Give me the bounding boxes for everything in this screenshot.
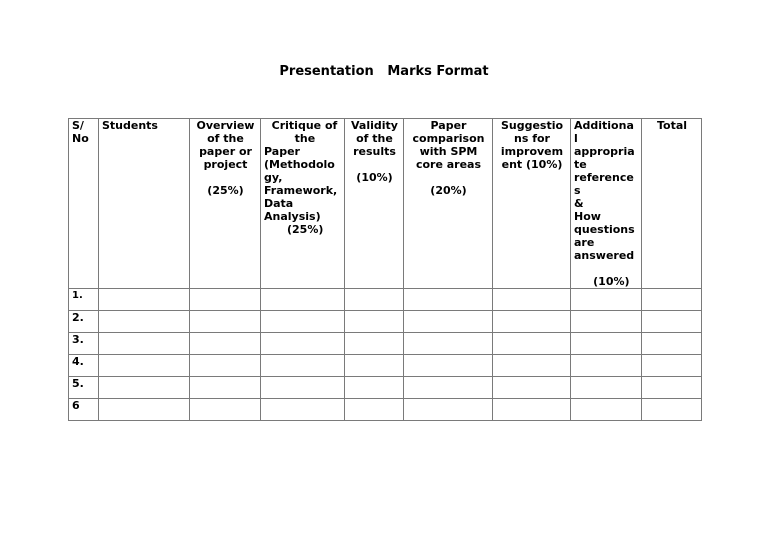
- column-header-line: Paper: [264, 145, 300, 158]
- column-header-total: [642, 119, 702, 289]
- page-title: Presentation Marks Format: [279, 64, 489, 79]
- cell-additional[interactable]: [571, 355, 642, 377]
- column-header-line: answered: [574, 249, 635, 262]
- row-number: 1.: [69, 289, 99, 311]
- cell-suggestions[interactable]: [493, 355, 571, 377]
- cell-validity[interactable]: [345, 289, 404, 311]
- column-header-line: comparison: [412, 132, 485, 145]
- column-header-line: Total: [656, 119, 688, 132]
- table-row: [69, 377, 702, 399]
- row-number: 5.: [69, 377, 99, 399]
- cell-critique[interactable]: [261, 355, 345, 377]
- column-header-line: ns for: [514, 132, 550, 145]
- cell-additional[interactable]: [571, 289, 642, 311]
- cell-students[interactable]: [99, 289, 190, 311]
- cell-total[interactable]: [642, 399, 702, 421]
- cell-overview[interactable]: [190, 355, 261, 377]
- table-body: [69, 289, 702, 421]
- column-header-line: results: [353, 145, 396, 158]
- cell-comparison[interactable]: [404, 355, 493, 377]
- cell-total[interactable]: [642, 355, 702, 377]
- column-header-line: gy,: [264, 171, 283, 184]
- cell-validity[interactable]: [345, 355, 404, 377]
- column-header-line: (Methodolo: [264, 158, 335, 171]
- row-number: 3.: [69, 333, 99, 355]
- cell-critique[interactable]: [261, 289, 345, 311]
- column-header-line: (25%): [264, 223, 324, 236]
- cell-additional[interactable]: [571, 377, 642, 399]
- column-header-comparison: [404, 119, 493, 289]
- cell-overview[interactable]: [190, 333, 261, 355]
- cell-critique[interactable]: [261, 399, 345, 421]
- column-header-additional: [571, 119, 642, 289]
- cell-suggestions[interactable]: [493, 399, 571, 421]
- cell-comparison[interactable]: [404, 289, 493, 311]
- column-header-line: (10%): [574, 275, 630, 288]
- cell-comparison[interactable]: [404, 311, 493, 333]
- column-header-line: S/: [72, 119, 84, 132]
- column-header-line: are: [574, 236, 595, 249]
- cell-overview[interactable]: [190, 399, 261, 421]
- cell-overview[interactable]: [190, 377, 261, 399]
- cell-suggestions[interactable]: [493, 377, 571, 399]
- cell-total[interactable]: [642, 333, 702, 355]
- cell-suggestions[interactable]: [493, 311, 571, 333]
- cell-comparison[interactable]: [404, 333, 493, 355]
- column-header-students: [99, 119, 190, 289]
- column-header-line: How: [574, 210, 601, 223]
- marks-table: [68, 118, 702, 421]
- column-header-line: questions: [574, 223, 635, 236]
- header-row: [69, 119, 702, 289]
- cell-validity[interactable]: [345, 399, 404, 421]
- column-header-critique: [261, 119, 345, 289]
- column-header-line: te: [574, 158, 587, 171]
- table-row: [69, 399, 702, 421]
- column-header-line: Paper: [430, 119, 467, 132]
- row-number: 6: [69, 399, 99, 421]
- column-header-line: [193, 171, 258, 184]
- cell-comparison[interactable]: [404, 377, 493, 399]
- column-header-line: Suggestio: [500, 119, 564, 132]
- column-header-line: paper or: [199, 145, 252, 158]
- column-header-overview: [190, 119, 261, 289]
- column-header-line: Overview: [196, 119, 255, 132]
- cell-validity[interactable]: [345, 377, 404, 399]
- table-row: [69, 333, 702, 355]
- cell-critique[interactable]: [261, 311, 345, 333]
- column-header-line: of the: [207, 132, 244, 145]
- column-header-line: appropria: [574, 145, 635, 158]
- table-row: [69, 289, 702, 311]
- cell-overview[interactable]: [190, 289, 261, 311]
- cell-suggestions[interactable]: [493, 333, 571, 355]
- cell-students[interactable]: [99, 311, 190, 333]
- column-header-line: l: [574, 132, 578, 145]
- column-header-line: [407, 171, 490, 184]
- column-header-line: improvem: [500, 145, 564, 158]
- column-header-line: Data: [264, 197, 294, 210]
- cell-validity[interactable]: [345, 333, 404, 355]
- cell-additional[interactable]: [571, 311, 642, 333]
- column-header-line: No: [72, 132, 89, 145]
- cell-additional[interactable]: [571, 333, 642, 355]
- cell-total[interactable]: [642, 289, 702, 311]
- cell-students[interactable]: [99, 399, 190, 421]
- cell-validity[interactable]: [345, 311, 404, 333]
- cell-critique[interactable]: [261, 377, 345, 399]
- column-header-line: (25%): [207, 184, 244, 197]
- cell-students[interactable]: [99, 355, 190, 377]
- column-header-line: ent (10%): [501, 158, 563, 171]
- column-header-line: &: [574, 197, 584, 210]
- cell-suggestions[interactable]: [493, 289, 571, 311]
- column-header-line: Validity: [351, 119, 398, 132]
- column-header-line: [574, 262, 639, 275]
- cell-students[interactable]: [99, 377, 190, 399]
- cell-students[interactable]: [99, 333, 190, 355]
- row-number: 4.: [69, 355, 99, 377]
- column-header-line: (10%): [356, 171, 393, 184]
- column-header-line: Additiona: [574, 119, 634, 132]
- column-header-line: Critique of: [264, 119, 338, 132]
- cell-comparison[interactable]: [404, 399, 493, 421]
- column-header-line: with SPM: [419, 145, 478, 158]
- column-header-line: [348, 158, 401, 171]
- column-header-validity: [345, 119, 404, 289]
- column-header-line: project: [203, 158, 248, 171]
- column-header-line: the: [264, 132, 316, 145]
- column-header-sno: [69, 119, 99, 289]
- table-row: [69, 355, 702, 377]
- column-header-line: reference: [574, 171, 634, 184]
- column-header-line: Analysis): [264, 210, 321, 223]
- table-row: [69, 311, 702, 333]
- cell-additional[interactable]: [571, 399, 642, 421]
- column-header-line: Students: [102, 119, 158, 132]
- cell-total[interactable]: [642, 377, 702, 399]
- row-number: 2.: [69, 311, 99, 333]
- column-header-line: s: [574, 184, 581, 197]
- cell-overview[interactable]: [190, 311, 261, 333]
- column-header-suggestions: [493, 119, 571, 289]
- column-header-line: of the: [356, 132, 393, 145]
- column-header-line: Framework,: [264, 184, 338, 197]
- cell-critique[interactable]: [261, 333, 345, 355]
- column-header-line: core areas: [415, 158, 482, 171]
- cell-total[interactable]: [642, 311, 702, 333]
- column-header-line: (20%): [430, 184, 467, 197]
